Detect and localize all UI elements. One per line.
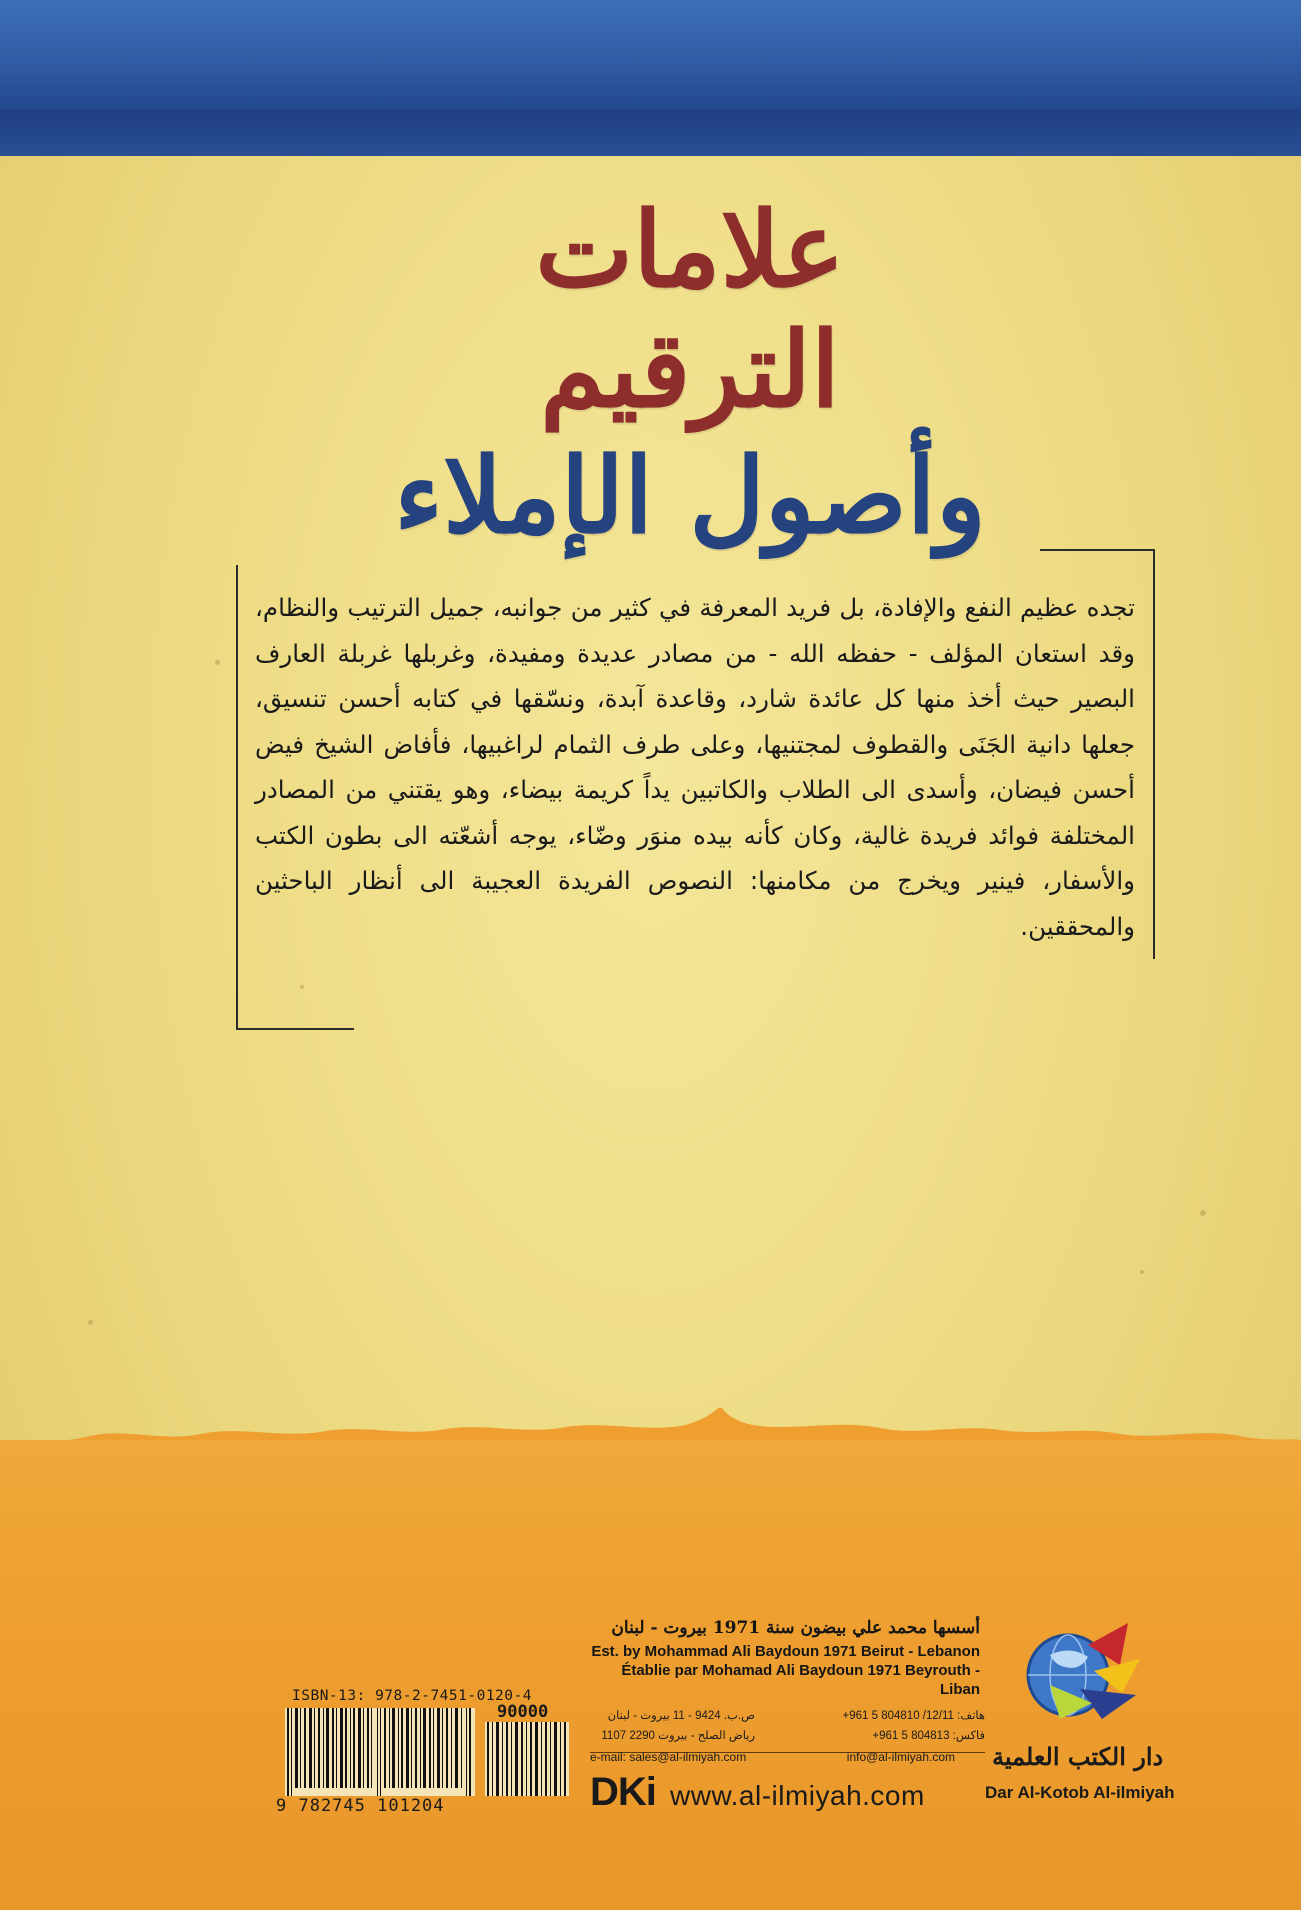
- contact-fax: فاكس: 804813 5 961+: [872, 1730, 985, 1742]
- price-code: 90000: [497, 1702, 549, 1722]
- frame-rule-bottom: [236, 1028, 354, 1030]
- globe-logo-icon: [1010, 1615, 1150, 1735]
- parchment-speck: [215, 660, 220, 665]
- contact-riad: رياض الصلح - بيروت 2290 1107: [601, 1730, 755, 1742]
- title-line-2: وأصول الإملاء: [394, 434, 986, 557]
- publisher-name-ar: دار الكتب العلمية: [992, 1742, 1164, 1771]
- book-title: [380, 188, 1000, 557]
- price-barcode: [485, 1722, 569, 1796]
- frame-rule-top: [1040, 549, 1155, 551]
- isbn-label: ISBN-13: 978-2-7451-0120-4: [292, 1688, 532, 1704]
- publisher-name-en: Dar Al-Kotob Al-ilmiyah: [985, 1783, 1175, 1802]
- top-blue-band: [0, 0, 1301, 110]
- publisher-founded-en: Est. by Mohammad Ali Baydoun 1971 Beirut - Lebanon: [591, 1643, 980, 1660]
- top-blue-band-edge: [0, 110, 1301, 156]
- parchment-speck: [88, 1320, 93, 1325]
- blurb-text: تجده عظيم النفع والإفادة، بل فريد المعرفة في كثير من جوانبه، جميل الترتيب والنظام، وقد استعان المؤلف - حفظه الله - من مصادر عديدة ومفيدة، وغربلها غربلة العارف البصير حيث أخذ منها كل عائدة شارد، وقاعدة آبدة، ونسّقها في كتابه أحسن تنسيق، جعلها دانية الجَنَى والقطوف لمجتنيها، وعلى طرف الثمام لراغبيها، فأفاض الشيخ فيض أحسن فيضان، وأسدى الى الطلاب والكاتبين يداً كريمة بيضاء، وهو يقتني من المصادر المختلفة فوائد فريدة غالية، وكان كأنه بيده منوَر وضّاء، يوجه أشعّته الى بطون الكتب والأسفار، فينير ويخرج من مكامنها: النصوص الفريدة العجيبة الى أنظار الباحثين والمحققين.: [255, 593, 1135, 941]
- publisher-founded-fr: Établie par Mohamad Ali Baydoun 1971 Beyrouth - Liban: [621, 1662, 980, 1698]
- isbn-barcode: [285, 1708, 475, 1796]
- publisher-website[interactable]: www.al-ilmiyah.com: [670, 1780, 925, 1811]
- parchment-speck: [1140, 1270, 1144, 1274]
- email-info[interactable]: info@al-ilmiyah.com: [846, 1750, 955, 1764]
- parchment-speck: [1200, 1210, 1206, 1216]
- dki-logo-text: DKi: [590, 1770, 656, 1814]
- barcode-digits: 9 782745 101204: [276, 1796, 445, 1816]
- frame-rule-left: [236, 565, 238, 1030]
- publisher-info: [580, 1618, 980, 1699]
- title-line-1: علامات الترقيم: [535, 188, 845, 431]
- parchment-speck: [300, 985, 304, 989]
- frame-rule-right: [1153, 549, 1155, 959]
- contact-po-box: ص.ب. 9424 - 11 بيروت - لبنان: [607, 1710, 755, 1722]
- email-sales[interactable]: e-mail: sales@al-ilmiyah.com: [590, 1750, 747, 1764]
- contact-tel: هاتف: 12/11/ 804810 5 961+: [842, 1710, 985, 1722]
- publisher-founded-ar: أسسها محمد علي بيضون سنة 1971 بيروت - لبنان: [611, 1618, 980, 1638]
